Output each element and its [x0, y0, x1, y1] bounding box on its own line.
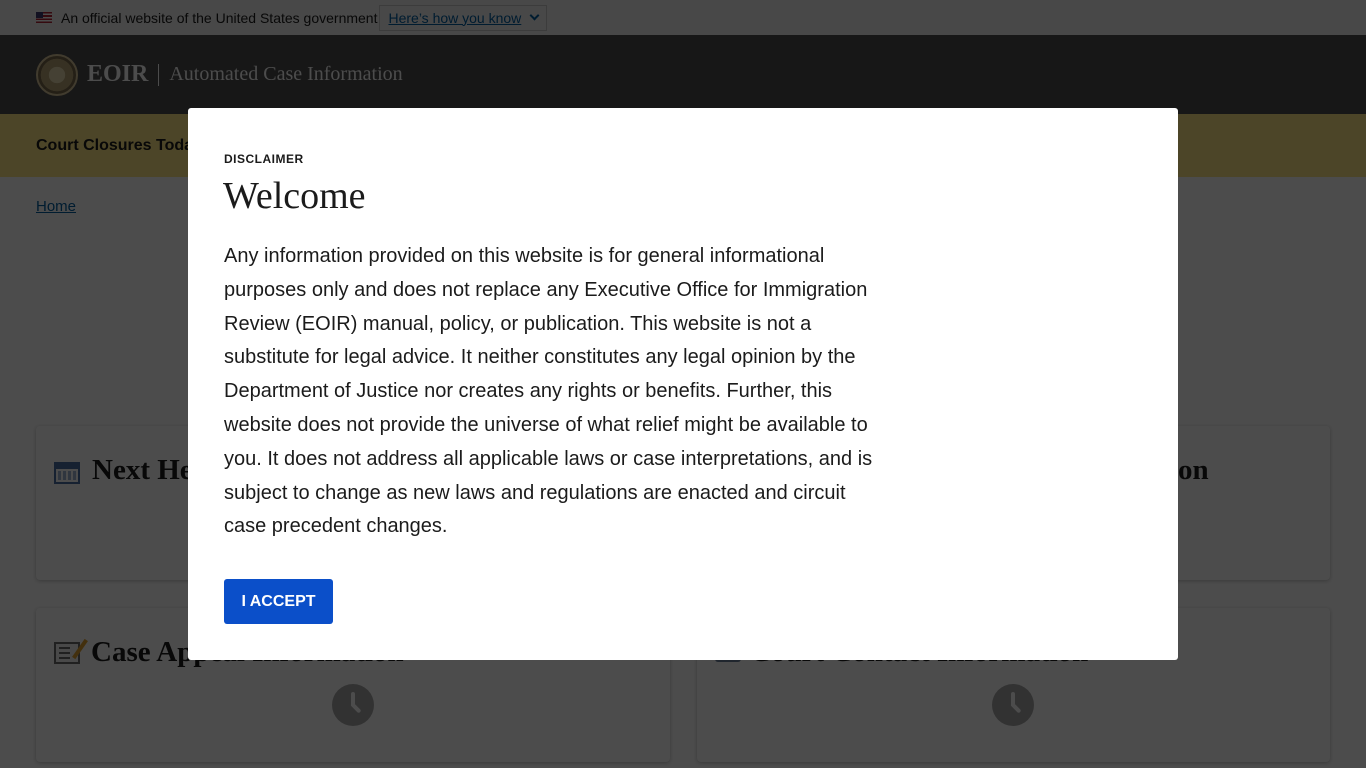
modal-eyebrow: DISCLAIMER: [224, 152, 304, 166]
modal-body-text: Any information provided on this website is for general informational purposes only and does not replace any Executive Office for Immigration Review (EOIR) manual, policy, or publication. This website is not a substitute for legal advice. It neither constitutes any legal opinion by the Department of Justice nor creates any rights or benefits. Further, this website does not provide the universe of what relief might be available to you. It does not address all applicable laws or case interpretations, and is subject to change as new laws and regulations are enacted and circuit case precedent changes.: [224, 245, 873, 538]
modal-heading: Welcome: [223, 175, 366, 217]
accept-button[interactable]: I ACCEPT: [224, 579, 333, 624]
disclaimer-modal: [188, 108, 1178, 660]
